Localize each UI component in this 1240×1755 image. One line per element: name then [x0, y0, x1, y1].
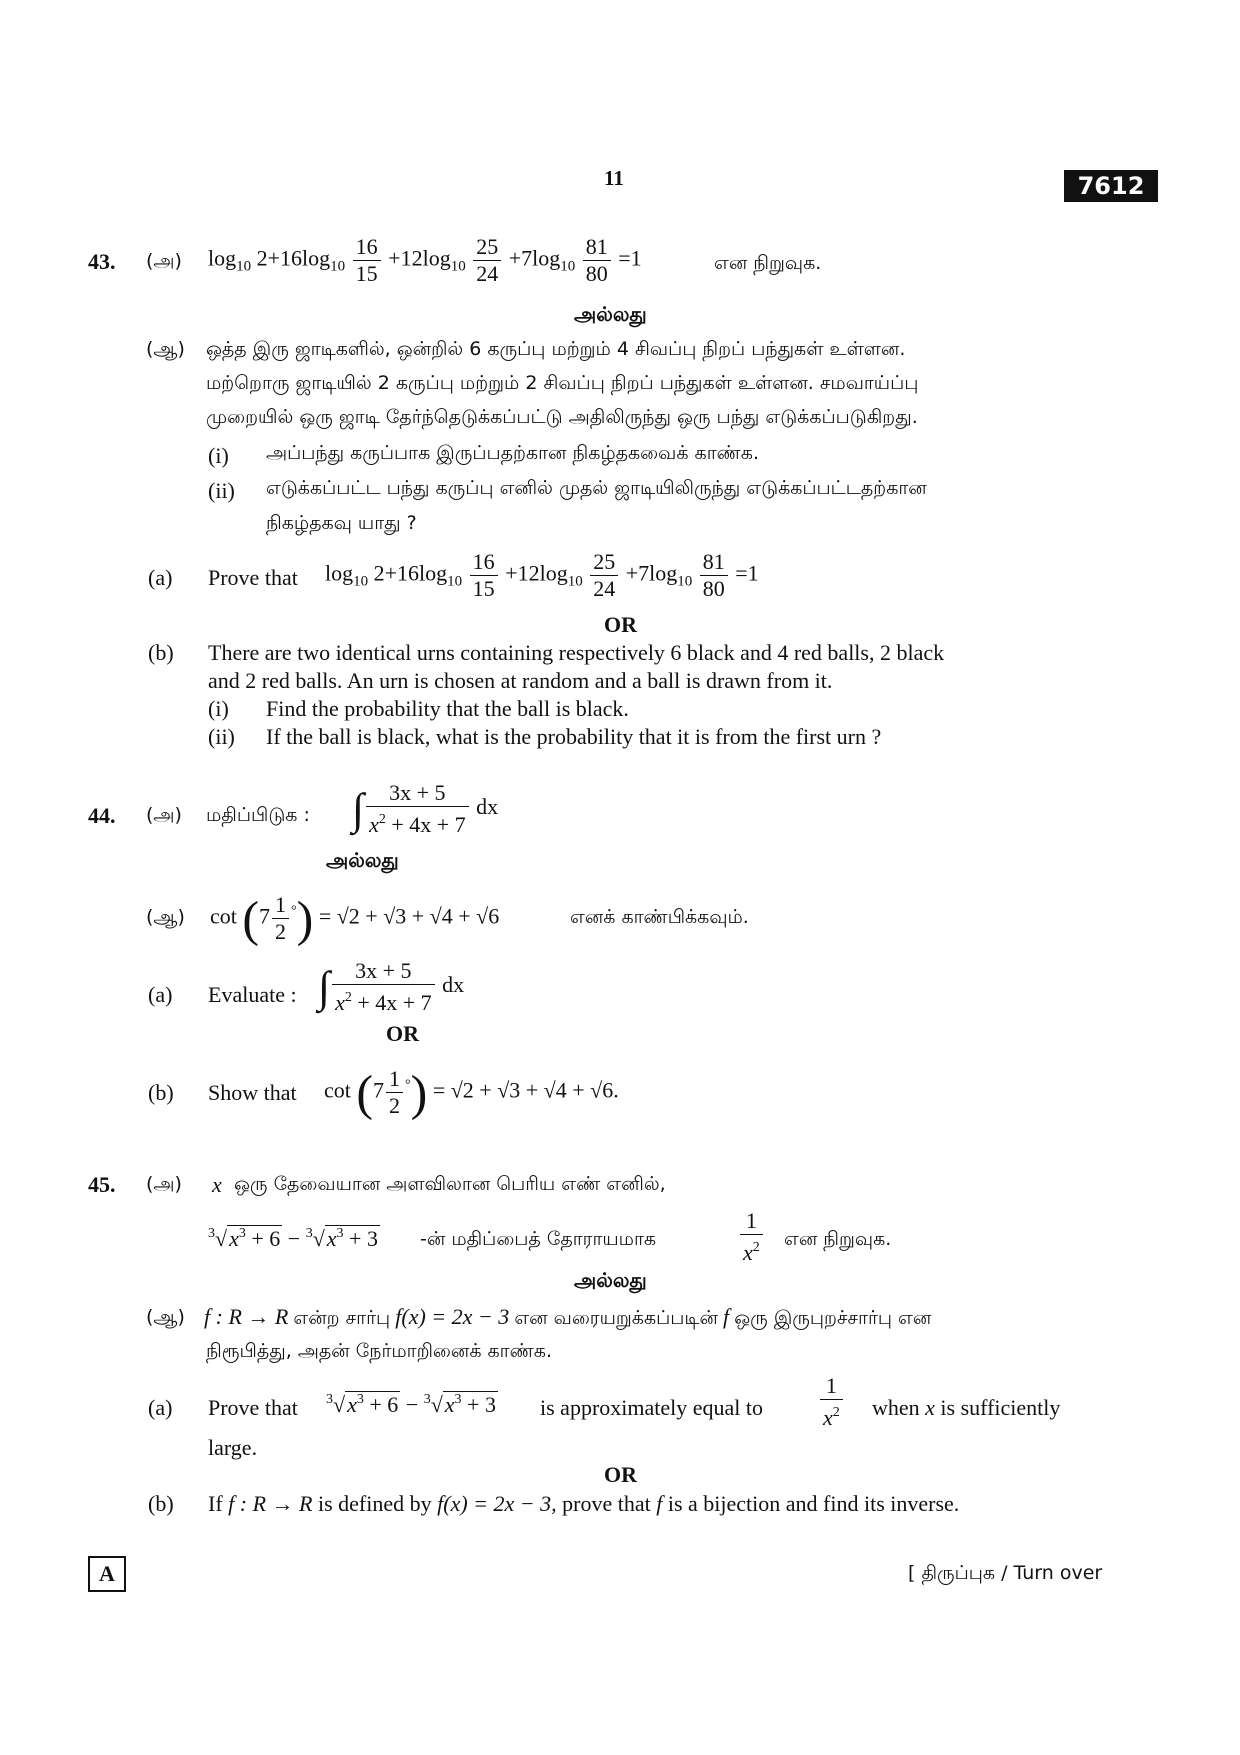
q43-en-sub-ii: If the ball is black, what is the probability that it is from the first urn ? [266, 724, 882, 749]
q44-en-cot-expression: cot (7 $\frac{1}{2}$ °) = √2 + √3 + √4 + √6. [324, 1064, 619, 1121]
q44-ta-a-label: (அ) [146, 804, 182, 826]
q43-ta-sub-ii-line-2: நிகழ்தகவு யாது ? [266, 512, 417, 534]
q45-ta-b-line-2: நிரூபித்து, அதன் நேர்மாறினைக் காண்க. [206, 1340, 552, 1362]
q45-en-a-when: when x is sufficiently [872, 1395, 1061, 1420]
q43-en-log-expression: $\log_{10} 2+16\log_{10}$ $\frac{16}{15}$ $+12\log_{10}$ $\frac{25}{24}$ $+7\log_{10}$ $\frac{81}{80}$ =1 [325, 549, 759, 601]
question-number-45: 45. [88, 1172, 116, 1197]
q45-ta-a-line-1: ஒரு தேவையான அளவிலான பெரிய எண் எனில், [234, 1173, 666, 1195]
q45-ta-b-line-1: f : R → R என்ற சார்பு f(x) = 2x − 3 என வரையறுக்கப்படின் f ஒரு இருபுறச்சார்பு என [204, 1304, 932, 1329]
q43-ta-b-line-3: முறையில் ஒரு ஜாடி தேர்ந்தெடுக்கப்பட்டு அதிலிருந்து ஒரு பந்து எடுக்கப்படுகிறது. [206, 406, 918, 428]
q43-en-b-line-1: There are two identical urns containing respectively 6 black and 4 red balls, 2 black [208, 640, 945, 665]
q44-en-or: OR [386, 1021, 419, 1046]
paper-code-badge: 7612 [1064, 170, 1158, 202]
q43-en-b-line-2: and 2 red balls. An urn is chosen at random and a ball is drawn from it. [208, 668, 833, 693]
q45-ta-recip: $\frac{1}{x^2}$ [738, 1208, 765, 1266]
q45-ta-a-suffix: என நிறுவுக. [784, 1228, 892, 1250]
q45-en-b-label: (b) [148, 1491, 174, 1516]
q43-ta-a-label: (அ) [146, 250, 182, 272]
q45-en-a-mid: is approximately equal to [540, 1395, 763, 1420]
q44-en-a-label: (a) [148, 982, 173, 1007]
q43-en-b-label: (b) [148, 640, 174, 665]
q43-ta-sub-i: அப்பந்து கருப்பாக இருப்பதற்கான நிகழ்தகவைக் காண்க. [266, 442, 759, 464]
q45-en-or: OR [604, 1462, 637, 1487]
q43-ta-sub-ii-line-1: எடுக்கப்பட்ட பந்து கருப்பு எனில் முதல் ஜாடியிலிருந்து எடுக்கப்பட்டதற்கான [266, 477, 927, 499]
q43-ta-sub-ii-label: (ii) [208, 478, 235, 503]
q43-ta-b-line-2: மற்றொரு ஜாடியில் 2 கருப்பு மற்றும் 2 சிவப்பு நிறப் பந்துகள் உள்ளன. சமவாய்ப்பு [206, 372, 919, 394]
q43-en-or: OR [604, 612, 637, 637]
booklet-type-box: A [88, 1556, 126, 1592]
q45-en-root-expression: $^3√x^3 + 6 - ^3√x^3 + 3$ [326, 1392, 496, 1417]
q45-en-b-line: If f : R → R is defined by f(x) = 2x − 3, prove that f is a bijection and find its inverse. [208, 1491, 960, 1516]
q44-en-b-label: (b) [148, 1080, 174, 1105]
q44-ta-b-label: (ஆ) [146, 906, 185, 928]
turn-over-label: [ திருப்புக / Turn over [908, 1562, 1103, 1584]
q44-en-integral: ∫ $\frac{3x + 5}{x^2 + 4x + 7}$ dx [318, 958, 465, 1015]
q43-en-sub-i-label: (i) [208, 696, 229, 721]
q44-ta-a-prefix: மதிப்பிடுக : [206, 804, 310, 826]
q45-ta-a-label: (அ) [146, 1173, 182, 1195]
q45-ta-root-expression: $^3√x^3 + 6 - ^3√x^3 + 3$ [208, 1226, 378, 1251]
page-number: 11 [604, 166, 624, 190]
q44-en-a-prefix: Evaluate : [208, 982, 297, 1007]
q45-en-a-prefix: Prove that [208, 1395, 298, 1420]
q43-ta-b-line-1: ஒத்த இரு ஜாடிகளில், ஒன்றில் 6 கருப்பு மற்றும் 4 சிவப்பு நிறப் பந்துகள் உள்ளன. [206, 338, 906, 360]
q43-ta-log-expression: $\log_{10} 2+16\log_{10}$ $\frac{16}{15}$ $+12\log_{10}$ $\frac{25}{24}$ $+7\log_{10}$ $\frac{81}{80}$ =1 [208, 234, 642, 286]
q44-ta-integral: ∫ $\frac{3x + 5}{x^2 + 4x + 7}$ dx [352, 780, 499, 837]
q43-ta-b-label: (ஆ) [146, 338, 185, 360]
q45-ta-b-label: (ஆ) [146, 1306, 185, 1328]
q43-en-a-label: (a) [148, 565, 173, 590]
q44-ta-or: அல்லது [326, 848, 399, 872]
q43-en-sub-ii-label: (ii) [208, 724, 235, 749]
q43-ta-a-suffix: என நிறுவுக. [714, 252, 822, 274]
q44-en-b-prefix: Show that [208, 1080, 297, 1105]
q45-en-recip: $\frac{1}{x^2}$ [818, 1373, 845, 1431]
q45-ta-a-var-x: x [212, 1172, 222, 1197]
q45-ta-a-mid: -ன் மதிப்பைத் தோராயமாக [420, 1228, 657, 1250]
q44-ta-b-suffix: எனக் காண்பிக்கவும். [570, 906, 749, 928]
q43-en-sub-i: Find the probability that the ball is black. [266, 696, 629, 721]
q43-ta-sub-i-label: (i) [208, 443, 229, 468]
q45-en-a-line-2: large. [208, 1435, 258, 1460]
question-number-43: 43. [88, 249, 116, 274]
q43-en-a-prefix: Prove that [208, 565, 298, 590]
q44-ta-cot-expression: cot (7 $\frac{1}{2}$ °) = √2 + √3 + √4 + √6 [210, 890, 500, 947]
question-number-44: 44. [88, 803, 116, 828]
q45-en-a-label: (a) [148, 1395, 173, 1420]
q45-ta-or: அல்லது [574, 1268, 647, 1292]
q43-ta-or: அல்லது [574, 302, 647, 326]
